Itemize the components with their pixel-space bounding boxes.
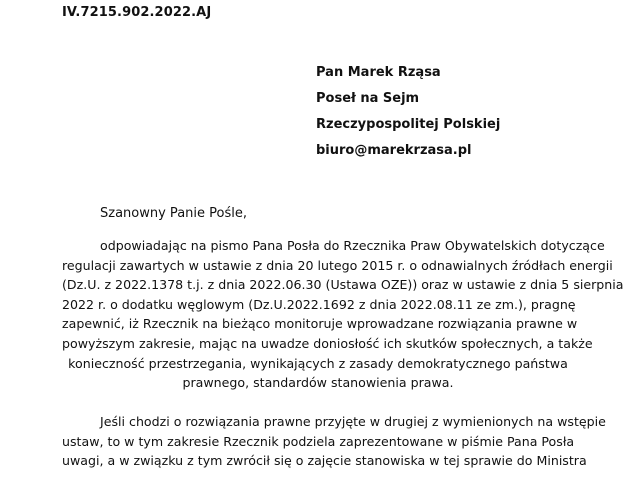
paragraph-line: Jeśli chodzi o rozwiązania prawne przyjęte w drugiej z wymienionych na wstępie (100, 414, 606, 429)
paragraph-line: regulacji zawartych w ustawie z dnia 20 lutego 2015 r. o odnawialnych źródłach energii (62, 257, 613, 273)
paragraph-2 (62, 412, 606, 471)
recipient-country: Rzeczypospolitej Polskiej (316, 117, 501, 132)
paragraph-line: ustaw, to w tym zakresie Rzecznik podziela zaprezentowane w piśmie Pana Posła (62, 433, 575, 449)
salutation: Szanowny Panie Pośle, (100, 206, 247, 221)
paragraph-line: (Dz.U. z 2022.1378 t.j. z dnia 2022.06.30 (Ustawa OZE)) oraz w ustawie z dnia 5 sierpnia (62, 277, 624, 293)
paragraph-line: konieczność przestrzegania, wynikających z zasady demokratycznego państwa (68, 355, 568, 371)
paragraph-line: prawnego, standardów stanowienia prawa. (182, 375, 454, 391)
paragraph-1 (62, 236, 624, 393)
recipient-title: Poseł na Sejm (316, 91, 420, 106)
paragraph-line: 2022 r. o dodatku węglowym (Dz.U.2022.1692 z dnia 2022.08.11 ze zm.), pragnę (62, 296, 576, 312)
recipient-block (316, 60, 500, 164)
reference-number: IV.7215.902.2022.AJ (62, 5, 212, 20)
paragraph-line: zapewnić, iż Rzecznik na bieżąco monitoruje wprowadzane rozwiązania prawne w (62, 316, 578, 332)
paragraph-line: uwagi, a w związku z tym zwrócił się o zajęcie stanowiska w tej sprawie do Ministra (62, 453, 587, 469)
recipient-name: Pan Marek Rząsa (316, 65, 441, 80)
recipient-email: biuro@marekrzasa.pl (316, 143, 472, 158)
paragraph-line: powyższym zakresie, mając na uwadze doniosłość ich skutków społecznych, a także (62, 335, 593, 351)
paragraph-line: odpowiadając na pismo Pana Posła do Rzecznika Praw Obywatelskich dotyczące (100, 238, 605, 253)
